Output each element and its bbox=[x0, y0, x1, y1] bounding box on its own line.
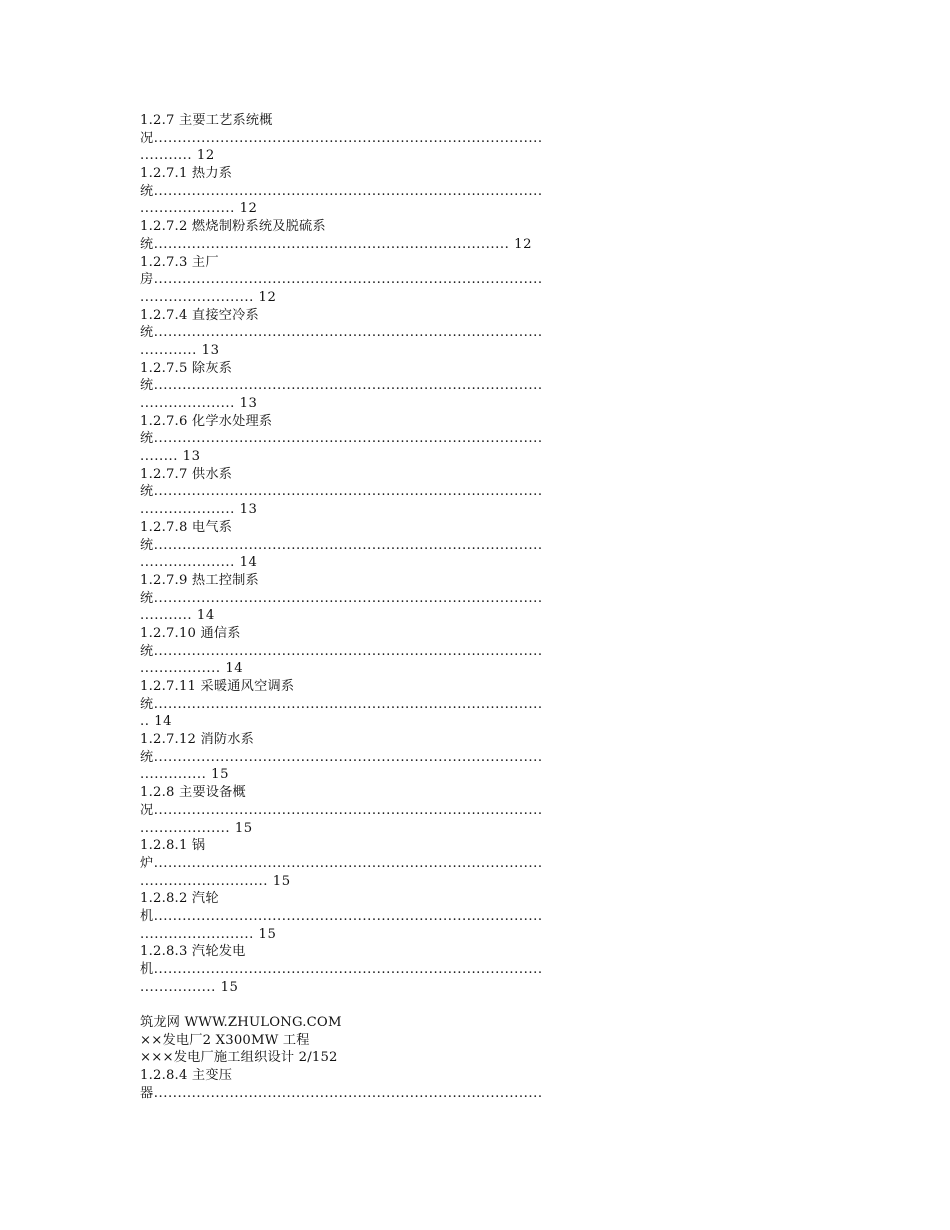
toc-page-line: ........ 13 bbox=[140, 449, 201, 465]
toc-leader-line: 统.................................................................................. bbox=[140, 643, 543, 659]
toc-page-line: ................... 15 bbox=[140, 820, 253, 836]
toc-page-line: ........... 12 bbox=[140, 148, 215, 164]
toc-leader-line: 统.................................................................................. bbox=[140, 378, 543, 394]
toc-page-line: .................... 13 bbox=[140, 502, 258, 518]
toc-entry-title: 1.2.7.10 通信系 bbox=[140, 625, 241, 641]
toc-entry bbox=[140, 466, 820, 519]
toc-entry-title: 1.2.7.6 化学水处理系 bbox=[140, 413, 273, 429]
toc-entry bbox=[140, 784, 820, 837]
toc-entry bbox=[140, 307, 820, 360]
toc-entry-title: 1.2.7.11 采暖通风空调系 bbox=[140, 679, 295, 694]
toc-entry-title: 1.2.8 主要设备概 bbox=[140, 785, 246, 801]
toc-entry-title: 1.2.8.1 锅 bbox=[140, 838, 206, 854]
toc-leader-line: 统.................................................................................. bbox=[140, 484, 543, 500]
toc-leader-line: 统.................................................................................. bbox=[140, 431, 543, 447]
toc-leader-line: 器.................................................................................. bbox=[140, 1085, 543, 1101]
footer-site: 筑龙网 WWW.ZHULONG.COM bbox=[140, 1015, 342, 1031]
toc-entry bbox=[140, 625, 820, 678]
toc-page-line: ................ 15 bbox=[140, 979, 239, 995]
toc-entry bbox=[140, 112, 820, 165]
toc-leader-line: 统.................................................................................. bbox=[140, 749, 543, 765]
toc-leader-line: 统.................................................................................. bbox=[140, 537, 543, 553]
page-footer bbox=[140, 1014, 820, 1067]
footer-project: ××发电厂2 X300MW 工程 bbox=[140, 1032, 310, 1048]
toc-entry-title: 1.2.7.7 供水系 bbox=[140, 466, 233, 482]
spacer bbox=[140, 996, 820, 1014]
document-page bbox=[140, 112, 820, 1103]
toc-page-line: ........... 14 bbox=[140, 608, 215, 624]
toc-entry-title: 1.2.7.3 主厂 bbox=[140, 254, 219, 270]
toc-entry bbox=[140, 572, 820, 625]
toc-entry bbox=[140, 943, 820, 996]
toc-leader-line: 统.................................................................................. bbox=[140, 325, 543, 341]
toc-leader-line: 炉.................................................................................. bbox=[140, 855, 543, 871]
toc-entry-title: 1.2.7.2 燃烧制粉系统及脱硫系 bbox=[140, 219, 326, 235]
toc-entry-title: 1.2.7.1 热力系 bbox=[140, 166, 233, 182]
toc-leader-line: 房.................................................................................. bbox=[140, 272, 543, 288]
toc-entry bbox=[140, 837, 820, 890]
toc-entry-title: 1.2.7.8 电气系 bbox=[140, 519, 233, 535]
toc-entry-title: 1.2.8.2 汽轮 bbox=[140, 891, 219, 907]
toc-leader-line: 况.................................................................................. bbox=[140, 802, 543, 818]
toc-entry-title: 1.2.7.5 除灰系 bbox=[140, 360, 233, 376]
toc-leader-line: 统.................................................................................. bbox=[140, 590, 543, 606]
toc-entry-title: 1.2.7.9 热工控制系 bbox=[140, 572, 259, 588]
toc-page-line: .................... 14 bbox=[140, 555, 258, 571]
toc-page-line: .............. 15 bbox=[140, 767, 230, 783]
toc-entry bbox=[140, 254, 820, 307]
toc-entry bbox=[140, 731, 820, 784]
footer-doc-title: ×××发电厂施工组织设计 2/152 bbox=[140, 1050, 338, 1066]
toc-entry bbox=[140, 165, 820, 218]
toc-leader-line: 机.................................................................................. bbox=[140, 908, 543, 924]
toc-page-line: .. 14 bbox=[140, 714, 173, 730]
toc-entry-title: 1.2.8.4 主变压 bbox=[140, 1068, 233, 1084]
toc-entry bbox=[140, 413, 820, 466]
toc-entry-title: 1.2.7 主要工艺系统概 bbox=[140, 113, 273, 128]
toc-page-line: ............ 13 bbox=[140, 342, 220, 358]
toc-page-line: .................... 12 bbox=[140, 201, 258, 217]
toc-leader-line: 统........................................................................... 12 bbox=[140, 236, 533, 252]
toc-entry bbox=[140, 678, 820, 731]
toc-page-line: ................. 14 bbox=[140, 661, 244, 677]
toc-entry bbox=[140, 890, 820, 943]
toc-page-line: ........................ 12 bbox=[140, 289, 277, 305]
toc-entry bbox=[140, 360, 820, 413]
toc-page-line: ........................... 15 bbox=[140, 873, 291, 889]
toc-entry-title: 1.2.7.4 直接空冷系 bbox=[140, 307, 259, 323]
toc-page-line: .................... 13 bbox=[140, 396, 258, 411]
toc-entry bbox=[140, 218, 820, 253]
toc-leader-line: 况.................................................................................. bbox=[140, 130, 543, 146]
toc-leader-line: 统.................................................................................. bbox=[140, 183, 543, 199]
toc-entry-title: 1.2.8.3 汽轮发电 bbox=[140, 944, 246, 960]
toc-leader-line: 统.................................................................................. bbox=[140, 696, 543, 712]
toc-leader-line: 机.................................................................................. bbox=[140, 962, 543, 977]
toc-entry bbox=[140, 1067, 820, 1102]
toc-entry-title: 1.2.7.12 消防水系 bbox=[140, 732, 255, 748]
toc-entry bbox=[140, 519, 820, 572]
toc-page-line: ........................ 15 bbox=[140, 926, 277, 942]
